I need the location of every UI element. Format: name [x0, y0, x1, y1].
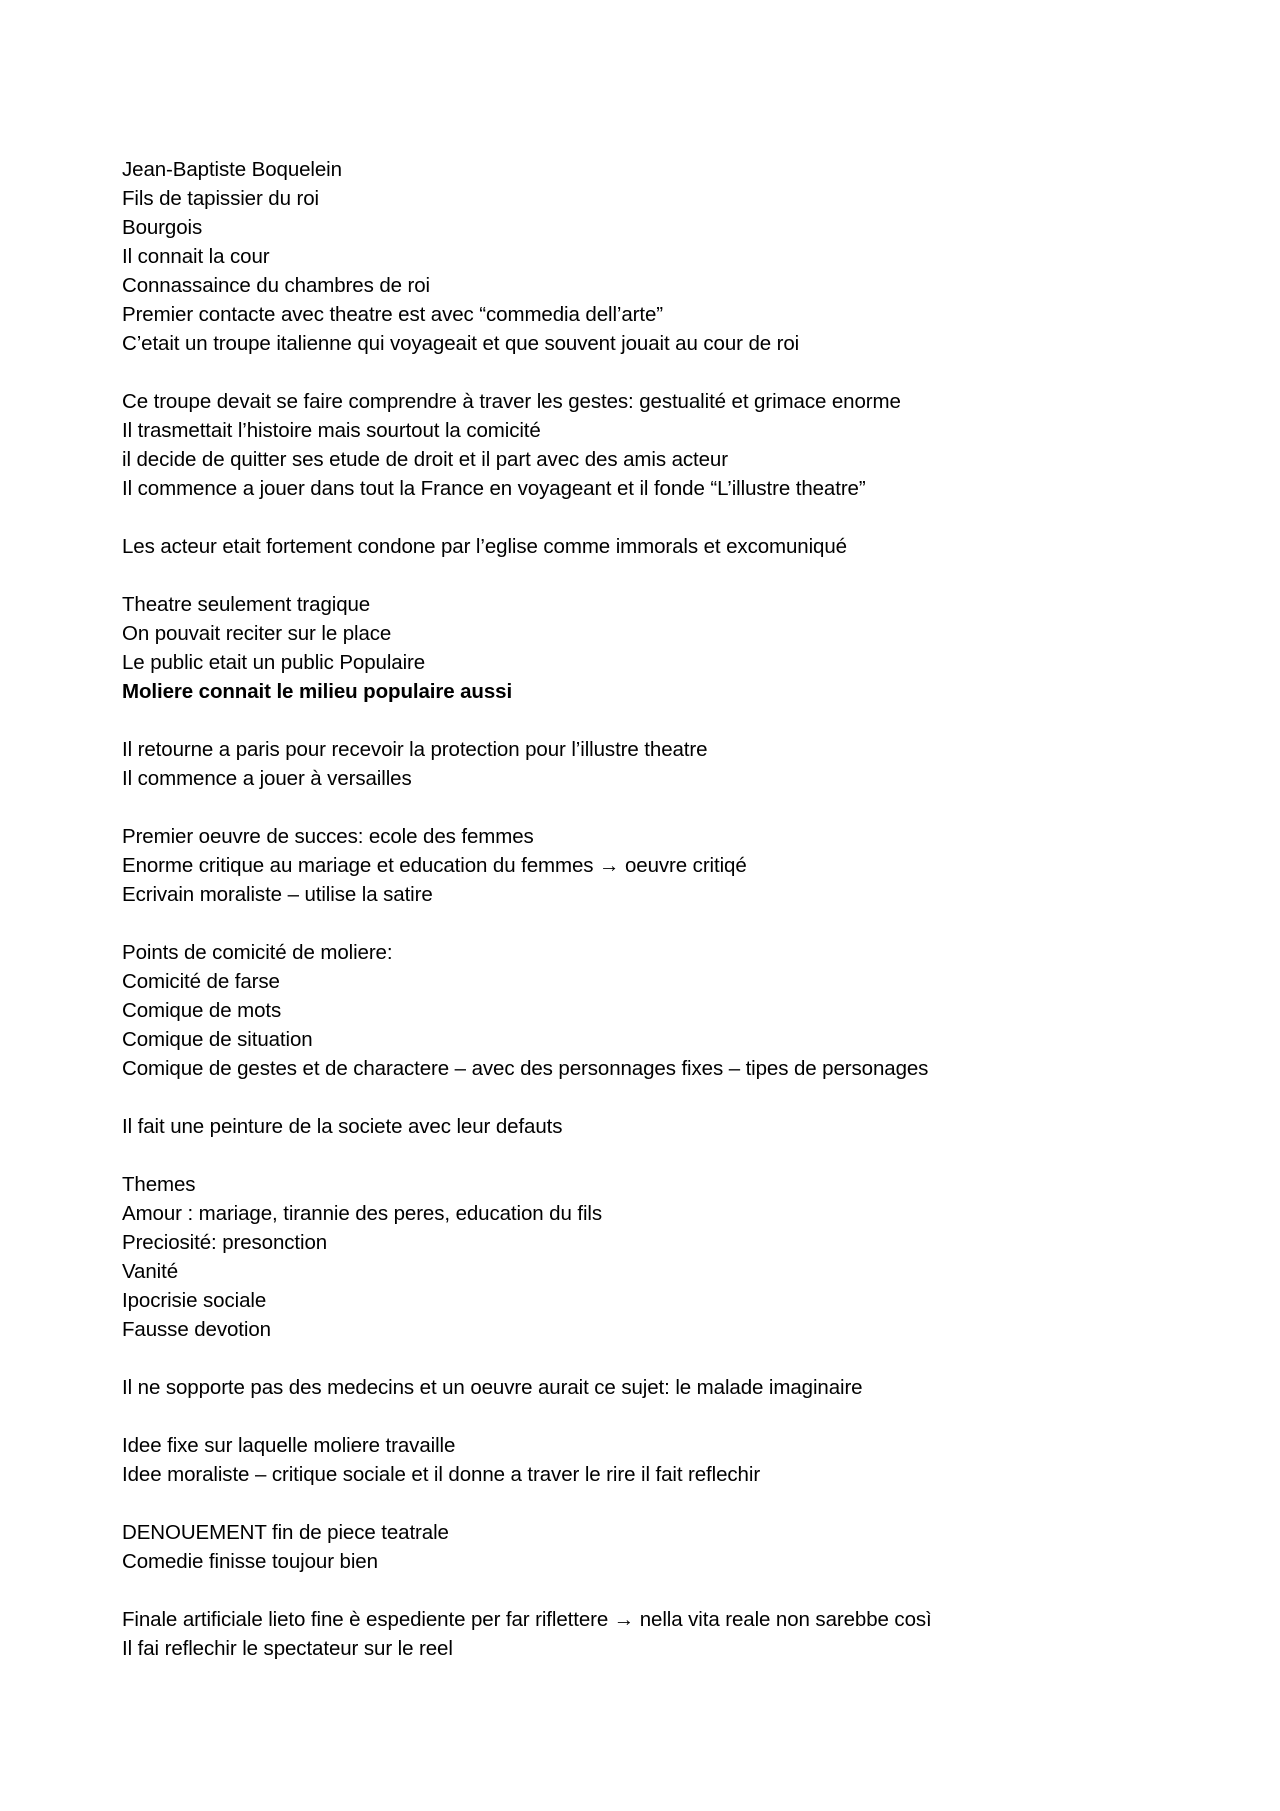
text-line: Comedie finisse toujour bien	[122, 1550, 378, 1573]
text-line: C’etait un troupe italienne qui voyageait et que souvent jouait au cour de roi	[122, 332, 800, 355]
paragraph-gap	[122, 1576, 1182, 1605]
text-line: Il trasmettait l’histoire mais sourtout la comicité	[122, 419, 541, 442]
text-line: DENOUEMENT fin de piece teatrale	[122, 1521, 449, 1544]
text-line: Fausse devotion	[122, 1318, 271, 1341]
text-line: Vanité	[122, 1260, 179, 1283]
text-line: Themes	[122, 1173, 196, 1196]
text-line: Il connait la cour	[122, 245, 270, 268]
text-line: Ecrivain moraliste – utilise la satire	[122, 883, 433, 906]
paragraph-gap	[122, 503, 1182, 532]
paragraph-gap	[122, 1083, 1182, 1112]
text-line: Les acteur etait fortement condone par l’eglise comme immorals et excomuniqué	[122, 535, 847, 558]
text-line: Amour : mariage, tirannie des peres, education du fils	[122, 1202, 603, 1225]
text-line: Ce troupe devait se faire comprendre à traver les gestes: gestualité et grimace enorme	[122, 390, 901, 413]
text-line: Connassaince du chambres de roi	[122, 274, 430, 297]
text-line: Ipocrisie sociale	[122, 1289, 267, 1312]
paragraph-gap	[122, 1344, 1182, 1373]
paragraph-gap	[122, 1489, 1182, 1518]
text-line: Preciosité: presonction	[122, 1231, 328, 1254]
text-line: Il fait une peinture de la societe avec leur defauts	[122, 1115, 563, 1138]
paragraph-gap	[122, 1141, 1182, 1170]
paragraph-gap	[122, 909, 1182, 938]
text-line: Il commence a jouer dans tout la France en voyageant et il fonde “L’illustre theatre”	[122, 477, 866, 500]
text-line: Premier oeuvre de succes: ecole des femmes	[122, 825, 534, 848]
text-line: Enorme critique au mariage et education du femmes → oeuvre critiqé	[122, 854, 747, 877]
text-line: Idee fixe sur laquelle moliere travaille	[122, 1434, 456, 1457]
text-line: Comique de gestes et de charactere – avec des personnages fixes – tipes de personages	[122, 1057, 929, 1080]
text-line: Premier contacte avec theatre est avec “commedia dell’arte”	[122, 303, 664, 326]
text-line: Bourgois	[122, 216, 203, 239]
text-line: Jean-Baptiste Boquelein	[122, 158, 342, 181]
text-line: Il retourne a paris pour recevoir la protection pour l’illustre theatre	[122, 738, 708, 761]
document-body	[122, 155, 1182, 1663]
bold-text-line: Moliere connait le milieu populaire aussi	[122, 680, 513, 703]
paragraph-gap	[122, 1402, 1182, 1431]
text-line: il decide de quitter ses etude de droit et il part avec des amis acteur	[122, 448, 728, 471]
paragraph-gap	[122, 793, 1182, 822]
text-line: Il fai reflechir le spectateur sur le reel	[122, 1637, 453, 1660]
text-line: Comicité de farse	[122, 970, 280, 993]
paragraph-gap	[122, 706, 1182, 735]
text-line: Le public etait un public Populaire	[122, 651, 426, 674]
text-line: Idee moraliste – critique sociale et il donne a traver le rire il fait reflechir	[122, 1463, 761, 1486]
text-line: Theatre seulement tragique	[122, 593, 371, 616]
text-line: Comique de situation	[122, 1028, 313, 1051]
text-line: On pouvait reciter sur le place	[122, 622, 392, 645]
text-line: Finale artificiale lieto fine è espediente per far riflettere → nella vita reale non sarebbe così	[122, 1608, 932, 1631]
text-line: Il ne sopporte pas des medecins et un oeuvre aurait ce sujet: le malade imaginaire	[122, 1376, 863, 1399]
paragraph-gap	[122, 358, 1182, 387]
text-line: Fils de tapissier du roi	[122, 187, 319, 210]
text-line: Points de comicité de moliere:	[122, 941, 393, 964]
paragraph-gap	[122, 561, 1182, 590]
text-line: Il commence a jouer à versailles	[122, 767, 412, 790]
text-line: Comique de mots	[122, 999, 282, 1022]
